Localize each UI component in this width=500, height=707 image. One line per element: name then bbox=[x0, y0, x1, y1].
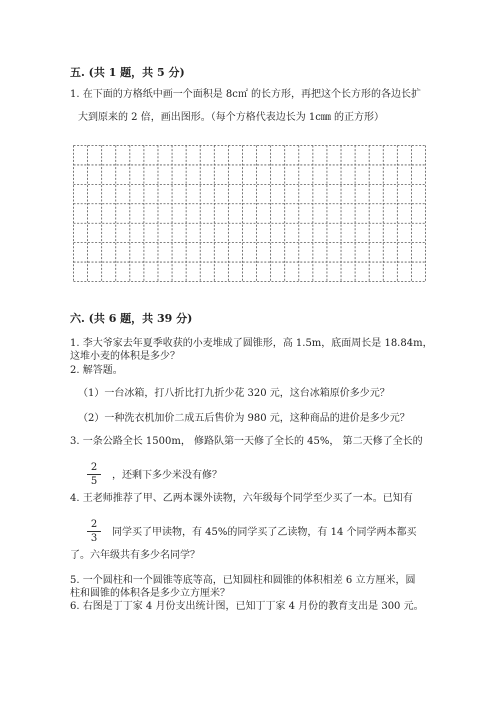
question-6-3-line-2: ，还剩下多少米没有修？ bbox=[112, 470, 222, 481]
question-5-1-line-2: 大到原来的 2 倍，画出图形。（每个方格代表边长为 1c㎜ 的正方形） bbox=[78, 112, 385, 123]
fraction-bar bbox=[87, 474, 101, 475]
question-6-4-line-2: 同学买了甲读物，有 45%的同学买了乙读物，有 14 个同学两本都买 bbox=[112, 527, 417, 538]
question-5-1-line-1: 1. 在下面的方格纸中画一个面积是 8c㎡ 的长方形，再把这个长方形的各边长扩 bbox=[70, 89, 422, 100]
fraction-two-thirds bbox=[87, 520, 101, 544]
question-6-3-line-1: 3. 一条公路全长 1500m， 修路队第一天修了全长的 45%， 第二天修了全长的 bbox=[70, 436, 423, 447]
question-6-4-line-1: 4. 王老师推荐了甲、乙两本课外读物，六年级每个同学至少买了一本。已知有 bbox=[70, 493, 413, 504]
fraction-denominator: 3 bbox=[90, 533, 98, 544]
square-grid-paper[interactable] bbox=[73, 145, 426, 282]
question-6-6: 6. 右图是丁丁家 4 月份支出统计图，已知丁丁家 4 月份的教育支出是 300 元。 bbox=[70, 601, 424, 612]
question-6-5-line-2: 柱和圆锥的体积各是多少立方厘米？ bbox=[70, 588, 230, 599]
fraction-denominator: 5 bbox=[90, 476, 98, 487]
fraction-bar bbox=[87, 531, 101, 532]
section-5-heading: 五. (共 1 题，共 5 分) bbox=[70, 66, 185, 79]
question-6-4-line-3: 了。六年级共有多少名同学？ bbox=[70, 550, 200, 561]
question-6-2-2: （2）一种洗衣机加价二成五后售价为 980 元，这种商品的进价是多少元？ bbox=[78, 413, 410, 424]
question-6-1-line-2: 这堆小麦的体积是多少？ bbox=[70, 351, 180, 362]
fraction-numerator: 2 bbox=[90, 462, 98, 473]
fraction-numerator: 2 bbox=[90, 519, 98, 530]
question-6-2: 2. 解答题。 bbox=[70, 365, 123, 376]
question-6-5-line-1: 5. 一个圆柱和一个圆锥等底等高，已知圆柱和圆锥的体积相差 6 立方厘米，圆 bbox=[70, 575, 416, 586]
question-6-1-line-1: 1. 李大爷家去年夏季收获的小麦堆成了圆锥形，高 1.5m，底面周长是 18.84m， bbox=[70, 338, 433, 349]
section-6-heading: 六. (共 6 题，共 39 分) bbox=[70, 312, 193, 325]
question-6-2-1: （1）一台冰箱，打八折比打九折少花 320 元，这台冰箱原价多少元？ bbox=[78, 388, 390, 399]
fraction-two-fifths bbox=[87, 463, 101, 487]
